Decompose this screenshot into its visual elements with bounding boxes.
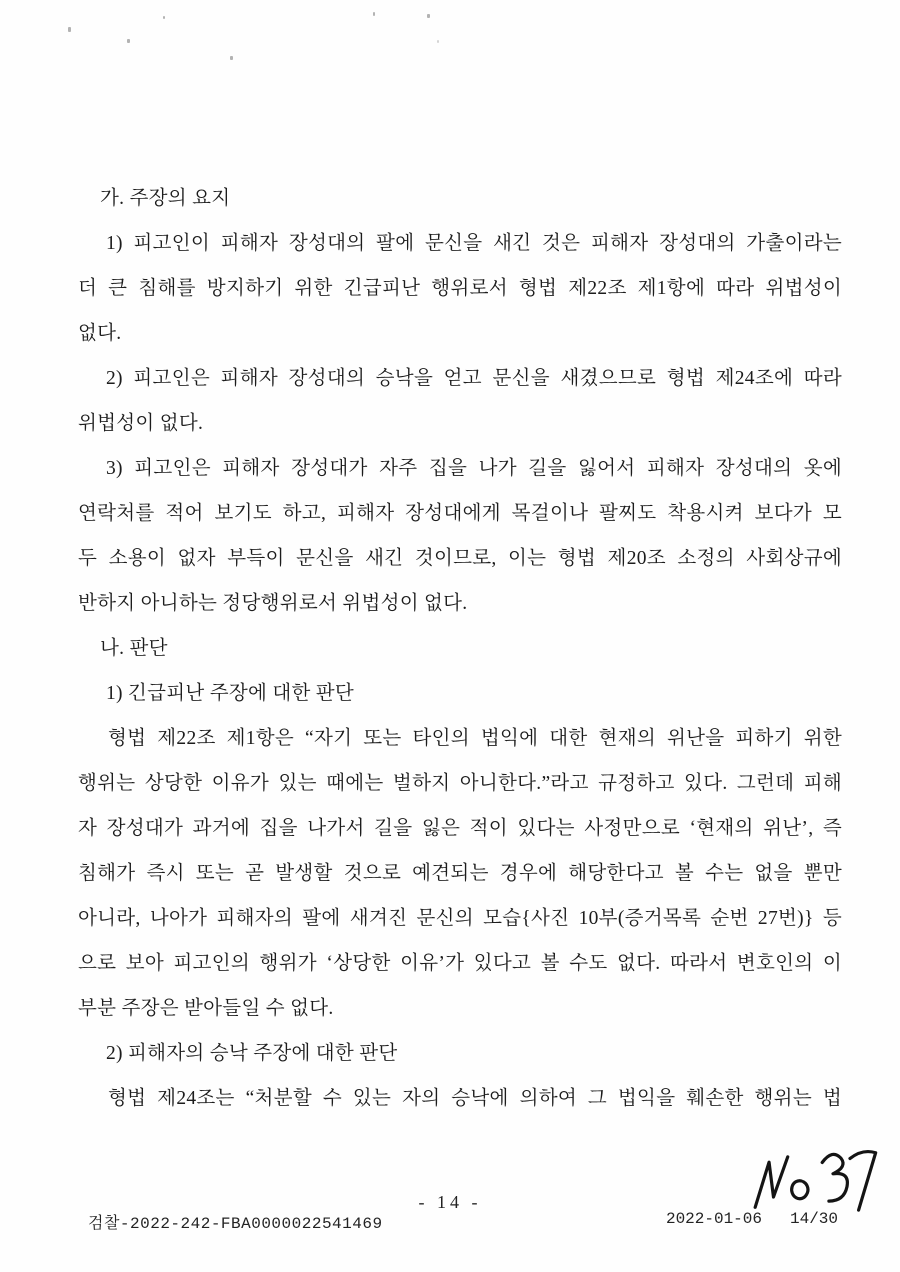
text-line: 없다. bbox=[78, 323, 122, 344]
text-line: 형법 제24조는 “처분할 수 있는 자의 승낙에 의하여 그 법익을 훼손한 행위는 법 bbox=[108, 1088, 842, 1109]
text-line: 으로 보아 피고인의 행위가 ‘상당한 이유’가 있다고 볼 수도 없다. 따라서 변호인의 이 bbox=[78, 953, 842, 974]
text-line: 2) 피해자의 승낙 주장에 대한 판단 bbox=[106, 1043, 398, 1064]
text-line: 2) 피고인은 피해자 장성대의 승낙을 얻고 문신을 새겼으므로 형법 제24조에 따라 bbox=[106, 368, 842, 389]
text-line: 1) 긴급피난 주장에 대한 판단 bbox=[106, 683, 355, 704]
scan-speck bbox=[68, 27, 71, 32]
document-body bbox=[78, 176, 842, 1121]
text-line: 아니라, 나아가 피해자의 팔에 새겨진 문신의 모습{사진 10부(증거목록 순번 27번)} 등 bbox=[78, 908, 842, 929]
handwritten-no-37-icon bbox=[743, 1141, 888, 1231]
document-id: 검찰-2022-242-FBA0000022541469 bbox=[88, 1215, 383, 1233]
text-line: 자 장성대가 과거에 집을 나가서 길을 잃은 적이 있다는 사정만으로 ‘현재의 위난’, 즉 bbox=[78, 818, 842, 839]
scan-speck bbox=[163, 16, 165, 19]
text-line: 연락처를 적어 보기도 하고, 피해자 장성대에게 목걸이나 팔찌도 착용시켜 보다가 모 bbox=[78, 503, 842, 524]
text-line: 위법성이 없다. bbox=[78, 413, 204, 434]
text-line: 더 큰 침해를 방지하기 위한 긴급피난 행위로서 형법 제22조 제1항에 따라 위법성이 bbox=[78, 278, 842, 299]
scan-speck bbox=[230, 56, 233, 60]
scan-speck bbox=[127, 39, 130, 43]
text-line: 행위는 상당한 이유가 있는 때에는 벌하지 아니한다.”라고 규정하고 있다. 그런데 피해 bbox=[78, 773, 842, 794]
scan-page-indicator: 14/30 bbox=[789, 1210, 838, 1228]
text-line: 반하지 아니하는 정당행위로서 위법성이 없다. bbox=[78, 593, 468, 614]
text-line: 침해가 즉시 또는 곧 발생할 것으로 예견되는 경우에 해당한다고 볼 수는 없을 뿐만 bbox=[78, 863, 842, 884]
text-line: 1) 피고인이 피해자 장성대의 팔에 문신을 새긴 것은 피해자 장성대의 가출이라는 bbox=[106, 233, 842, 254]
text-line: 3) 피고인은 피해자 장성대가 자주 집을 나가 길을 잃어서 피해자 장성대의 옷에 bbox=[106, 458, 842, 479]
scan-speck bbox=[373, 12, 375, 16]
text-line: 형법 제22조 제1항은 “자기 또는 타인의 법익에 대한 현재의 위난을 피하기 위한 bbox=[108, 728, 842, 749]
text-line: 부분 주장은 받아들일 수 없다. bbox=[78, 998, 334, 1019]
scan-speck bbox=[427, 14, 430, 18]
text-line: 가. 주장의 요지 bbox=[100, 188, 231, 209]
text-line: 두 소용이 없자 부득이 문신을 새긴 것이므로, 이는 형법 제20조 소정의 사회상규에 bbox=[78, 548, 842, 569]
text-line: 나. 판단 bbox=[100, 638, 168, 659]
handwritten-note bbox=[743, 1141, 889, 1236]
page-number: - 14 - bbox=[418, 1192, 482, 1212]
scan-date: 2022-01-06 bbox=[665, 1210, 762, 1228]
scan-speck bbox=[437, 40, 439, 43]
